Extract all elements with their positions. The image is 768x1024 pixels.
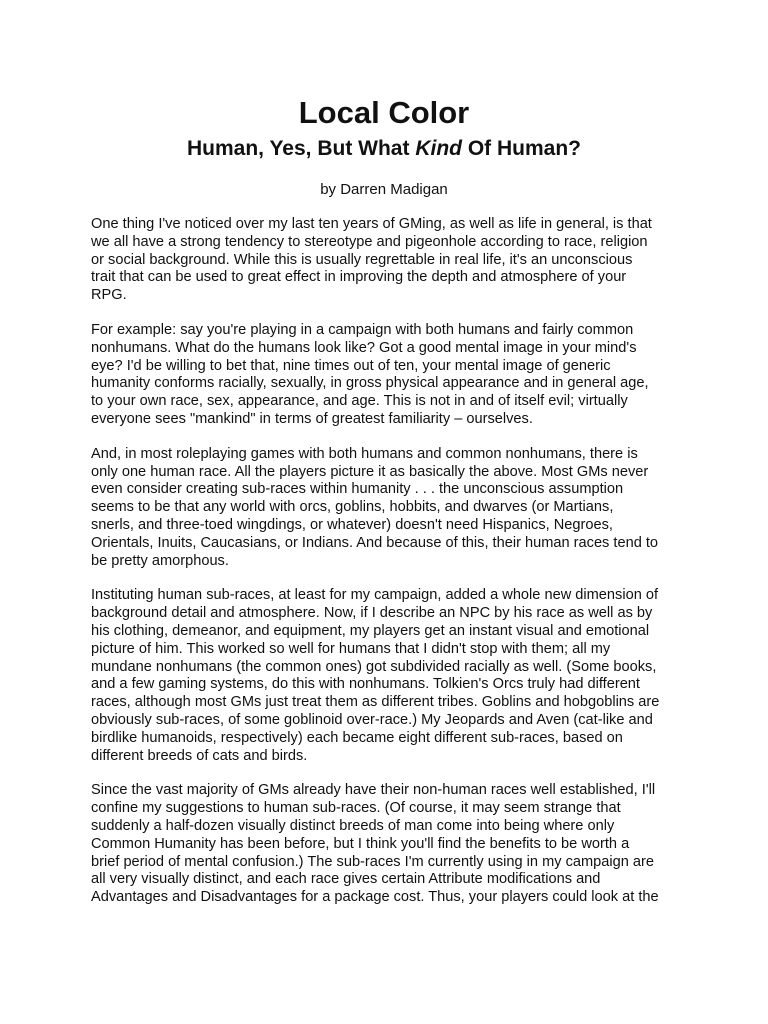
paragraph-line: or social background. While this is usually regrettable in real life, it's an unconscious	[91, 251, 633, 268]
paragraph-line: RPG.	[91, 287, 127, 304]
paragraph-line: eye? I'd be willing to bet that, nine times out of ten, your mental image of generic	[91, 357, 611, 374]
paragraph-line: Common Humanity has been before, but I think you'll find the benefits to be worth a	[91, 835, 630, 852]
paragraph-line: everyone sees "mankind" in terms of greatest familiarity – ourselves.	[91, 410, 533, 427]
paragraph-line: only one human race. All the players picture it as basically the above. Most GMs never	[91, 463, 649, 480]
paragraph-line: even consider creating sub-races within humanity . . . the unconscious assumption	[91, 481, 624, 498]
document-title: Local Color	[298, 95, 470, 130]
paragraph-line: And, in most roleplaying games with both humans and common nonhumans, there is	[91, 445, 638, 462]
paragraph-line: we all have a strong tendency to stereotype and pigeonhole according to race, religion	[91, 233, 648, 250]
paragraph-line: picture of him. This worked so well for humans that I didn't stop with them; all my	[91, 640, 611, 657]
paragraph-line: and a few gaming systems, do this with nonhumans. Tolkien's Orcs truly had different	[91, 676, 640, 693]
paragraph-line: his clothing, demeanor, and equipment, my players get an instant visual and emotional	[91, 622, 650, 639]
paragraph-line: seems to be that any world with orcs, goblins, hobbits, and dwarves (or Martians,	[91, 499, 614, 516]
article-paragraph	[91, 782, 691, 907]
document-subtitle	[0, 134, 768, 164]
paragraph-line: suddenly a half-dozen visually distinct breeds of man come into being where only	[91, 817, 615, 834]
subtitle-emphasis: Kind	[415, 137, 462, 160]
paragraph-line: Orientals, Inuits, Caucasians, or Indians. And because of this, their human races tend to	[91, 534, 659, 551]
article-paragraph	[91, 216, 691, 305]
paragraph-line: brief period of mental confusion.) The sub-races I'm currently using in my campaign are	[91, 853, 655, 870]
paragraph-line: Since the vast majority of GMs already have their non-human races well established, I'll	[91, 782, 656, 799]
paragraph-line: snerls, and three-toed wingdings, or whatever) doesn't need Hispanics, Negroes,	[91, 516, 613, 533]
paragraph-line: background detail and atmosphere. Now, if I describe an NPC by his race as well as by	[91, 605, 653, 622]
subtitle-start: Human, Yes, But What	[187, 137, 416, 160]
paragraph-line: Advantages and Disadvantages for a package cost. Thus, your players could look at the	[91, 889, 659, 906]
paragraph-line: mundane nonhumans (the common ones) got subdivided racially as well. (Some books,	[91, 658, 657, 675]
paragraph-line: Instituting human sub-races, at least for my campaign, added a whole new dimension of	[91, 587, 659, 604]
paragraph-line: different breeds of cats and birds.	[91, 747, 308, 764]
paragraph-line: obviously sub-races, of some goblinoid over-race.) My Jeopards and Aven (cat-like and	[91, 711, 653, 728]
article-body	[91, 216, 691, 924]
paragraph-line: races, although most GMs just treat them as different tribes. Goblins and hobgoblins are	[91, 694, 660, 711]
paragraph-line: birdlike humanoids, respectively) each became eight different sub-races, based on	[91, 729, 623, 746]
paragraph-line: One thing I've noticed over my last ten years of GMing, as well as life in general, is that	[91, 216, 652, 232]
paragraph-line: nonhumans. What do the humans look like? Got a good mental image in your mind's	[91, 339, 637, 356]
paragraph-line: be pretty amorphous.	[91, 552, 229, 569]
paragraph-line: trait that can be used to great effect in improving the depth and atmosphere of your	[91, 269, 627, 286]
paragraph-line: confine my suggestions to human sub-races. (Of course, it may seem strange that	[91, 800, 621, 817]
paragraph-line: For example: say you're playing in a campaign with both humans and fairly common	[91, 321, 634, 338]
article-paragraph	[91, 446, 691, 571]
paragraph-line: to your own race, sex, appearance, and age. This is not in and of itself evil; virtually	[91, 393, 628, 410]
article-paragraph	[91, 587, 691, 765]
author-byline: by Darren Madigan	[320, 181, 448, 198]
article-paragraph	[91, 322, 691, 429]
paragraph-line: all very visually distinct, and each race gives certain Attribute modifications and	[91, 871, 601, 888]
subtitle-end: Of Human?	[461, 137, 581, 160]
paragraph-line: humanity conforms racially, sexually, in gross physical appearance and in general age,	[91, 375, 649, 392]
